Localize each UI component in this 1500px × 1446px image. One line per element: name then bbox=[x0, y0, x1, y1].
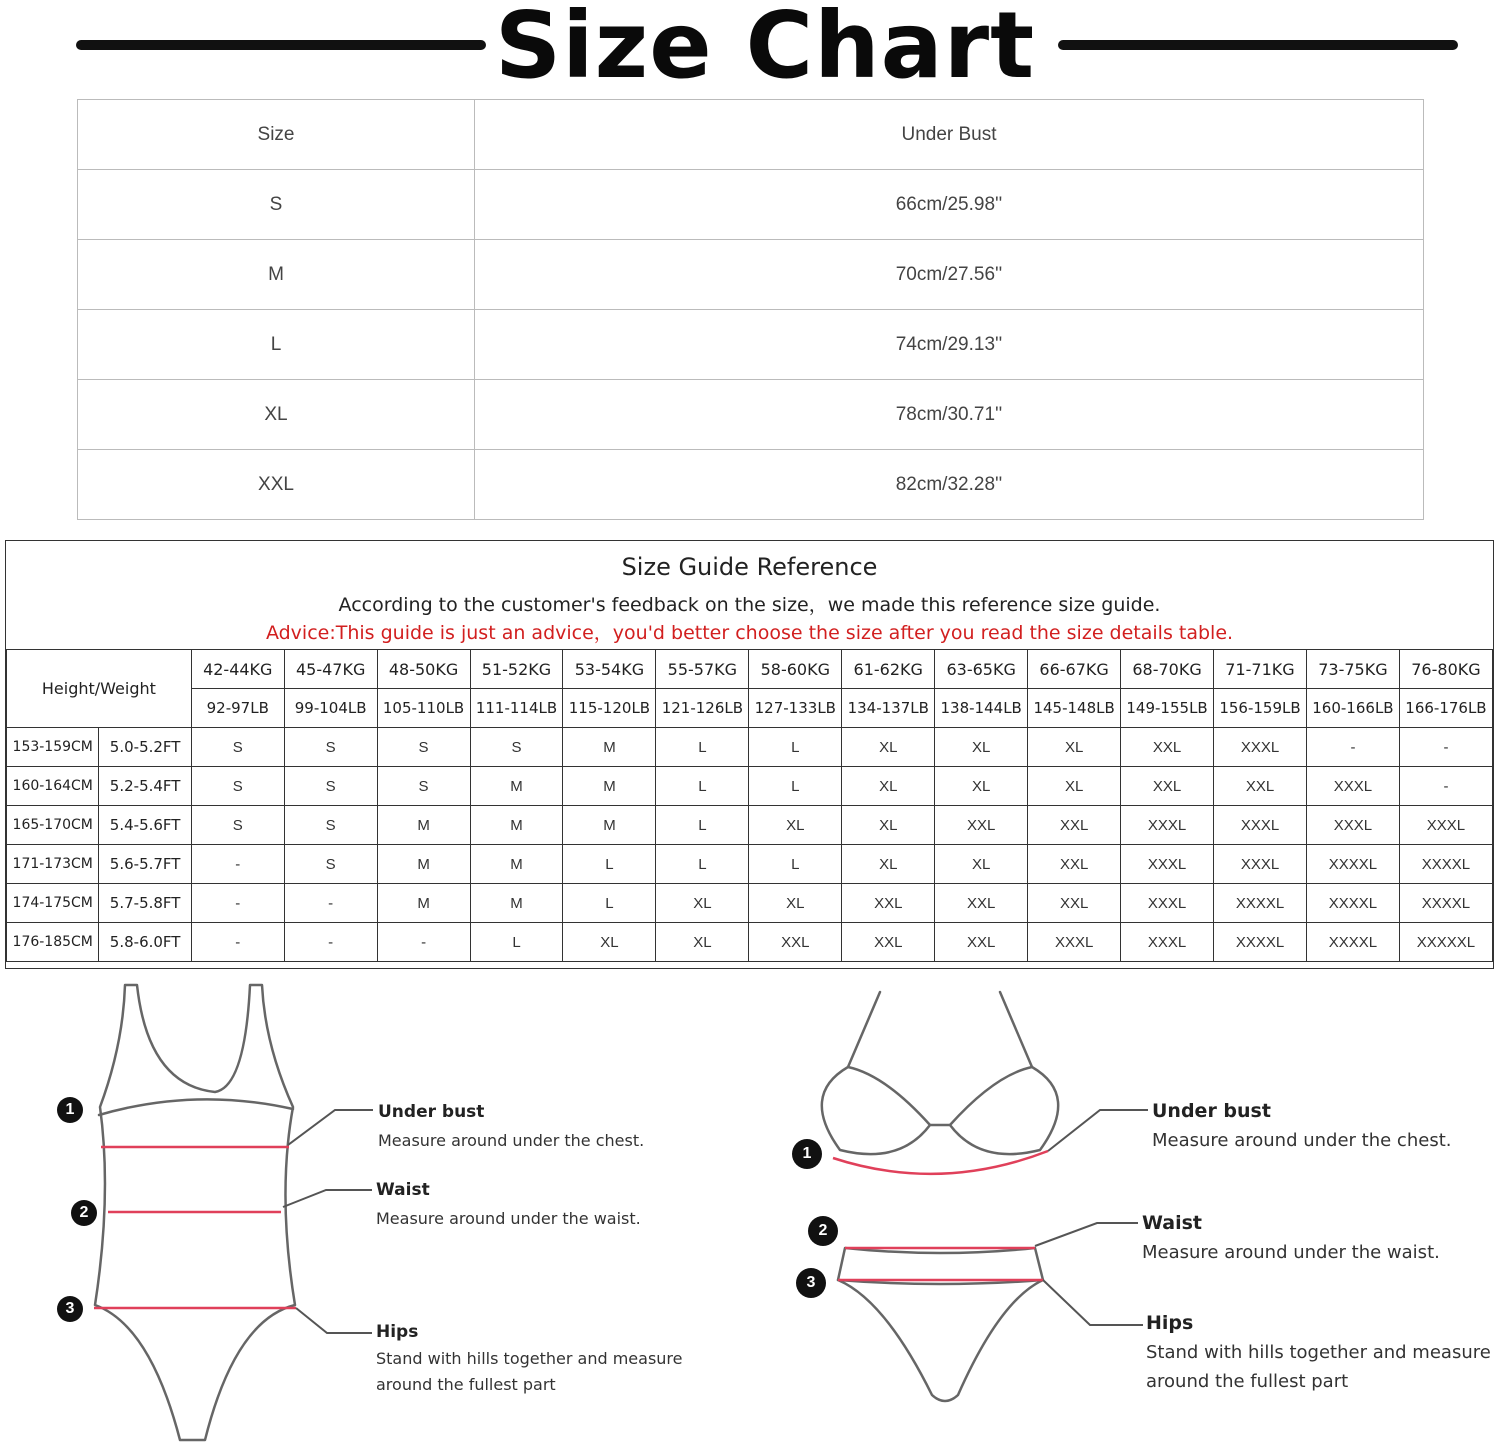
recommended-size-cell: S bbox=[377, 728, 470, 767]
hips-label bbox=[1146, 1312, 1491, 1396]
table-row bbox=[78, 310, 1424, 380]
recommended-size-cell: L bbox=[656, 845, 749, 884]
swimsuit-leader-lines bbox=[283, 1110, 373, 1333]
recommended-size-cell: M bbox=[377, 884, 470, 923]
recommended-size-cell: XXXXXL bbox=[1399, 923, 1492, 962]
recommended-size-cell: XXL bbox=[1121, 767, 1214, 806]
size-guide-header bbox=[6, 541, 1493, 650]
recommended-size-cell: XXL bbox=[1028, 845, 1121, 884]
bikini-figure bbox=[822, 992, 1058, 1401]
weight-lb-header: 160-166LB bbox=[1306, 689, 1399, 728]
recommended-size-cell: M bbox=[377, 845, 470, 884]
recommended-size-cell: L bbox=[656, 806, 749, 845]
recommended-size-cell: XL bbox=[935, 728, 1028, 767]
recommended-size-cell: M bbox=[470, 845, 563, 884]
recommended-size-cell: S bbox=[284, 806, 377, 845]
recommended-size-cell: XXXL bbox=[1214, 728, 1307, 767]
recommended-size-cell: XL bbox=[842, 806, 935, 845]
recommended-size-cell: M bbox=[470, 884, 563, 923]
recommended-size-cell: L bbox=[563, 884, 656, 923]
weight-lb-row bbox=[7, 689, 1493, 728]
badge-3-icon: 3 bbox=[57, 1296, 83, 1322]
under-bust-cell: 66cm/25.98'' bbox=[475, 170, 1424, 240]
height-cm-cell: 153-159CM bbox=[7, 728, 99, 767]
recommended-size-cell: M bbox=[563, 806, 656, 845]
table-row bbox=[78, 450, 1424, 520]
weight-lb-header: 127-133LB bbox=[749, 689, 842, 728]
weight-lb-header: 149-155LB bbox=[1121, 689, 1214, 728]
waist-title: Waist bbox=[1142, 1212, 1203, 1234]
recommended-size-cell: XXXL bbox=[1121, 806, 1214, 845]
hips-desc-2: around the fullest part bbox=[376, 1375, 556, 1394]
recommended-size-cell: XXXL bbox=[1306, 806, 1399, 845]
recommended-size-cell: XXXXL bbox=[1306, 845, 1399, 884]
size-cell: XXL bbox=[78, 450, 475, 520]
recommended-size-cell: XXXL bbox=[1399, 806, 1492, 845]
table-row bbox=[7, 845, 1493, 884]
badge-1-icon: 1 bbox=[792, 1139, 822, 1169]
recommended-size-cell: XL bbox=[935, 845, 1028, 884]
hips-title: Hips bbox=[376, 1322, 419, 1342]
height-cm-cell: 165-170CM bbox=[7, 806, 99, 845]
weight-kg-header: 63-65KG bbox=[935, 650, 1028, 689]
recommended-size-cell: XXL bbox=[1214, 767, 1307, 806]
size-guide-subtitle: According to the customer's feedback on the size，we made this reference size guide. bbox=[338, 594, 1161, 616]
recommended-size-cell: M bbox=[563, 767, 656, 806]
recommended-size-cell: XXXXL bbox=[1306, 884, 1399, 923]
weight-kg-header: 58-60KG bbox=[749, 650, 842, 689]
recommended-size-cell: XL bbox=[656, 923, 749, 962]
size-guide-table bbox=[6, 649, 1493, 962]
recommended-size-cell: XXL bbox=[749, 923, 842, 962]
recommended-size-cell: S bbox=[191, 806, 284, 845]
recommended-size-cell: - bbox=[191, 923, 284, 962]
weight-kg-header: 51-52KG bbox=[470, 650, 563, 689]
header-size: Size bbox=[78, 100, 475, 170]
hips-desc-1: Stand with hills together and measure bbox=[1146, 1342, 1491, 1363]
recommended-size-cell: XXL bbox=[1028, 806, 1121, 845]
recommended-size-cell: XL bbox=[842, 767, 935, 806]
recommended-size-cell: S bbox=[470, 728, 563, 767]
recommended-size-cell: XXL bbox=[1028, 884, 1121, 923]
recommended-size-cell: M bbox=[563, 728, 656, 767]
size-guide-title: Size Guide Reference bbox=[621, 553, 878, 581]
recommended-size-cell: XXXXL bbox=[1306, 923, 1399, 962]
table-row bbox=[78, 240, 1424, 310]
under-bust-desc: Measure around under the chest. bbox=[378, 1131, 645, 1150]
weight-kg-row bbox=[7, 650, 1493, 689]
recommended-size-cell: - bbox=[1399, 767, 1492, 806]
weight-kg-header: 45-47KG bbox=[284, 650, 377, 689]
corner-label: Height/Weight bbox=[7, 650, 192, 728]
under-bust-cell: 82cm/32.28'' bbox=[475, 450, 1424, 520]
recommended-size-cell: XXL bbox=[935, 806, 1028, 845]
waist-label bbox=[1142, 1212, 1440, 1266]
under-bust-title: Under bust bbox=[1152, 1100, 1271, 1122]
waist-title: Waist bbox=[376, 1180, 430, 1200]
recommended-size-cell: - bbox=[377, 923, 470, 962]
size-table-header bbox=[78, 100, 1424, 170]
bikini-measure-lines bbox=[833, 1151, 1048, 1280]
size-guide bbox=[5, 540, 1494, 969]
recommended-size-cell: XXL bbox=[935, 923, 1028, 962]
table-row bbox=[78, 170, 1424, 240]
recommended-size-cell: XL bbox=[656, 884, 749, 923]
recommended-size-cell: S bbox=[284, 728, 377, 767]
under-bust-desc: Measure around under the chest. bbox=[1152, 1130, 1452, 1151]
hips-title: Hips bbox=[1146, 1312, 1194, 1334]
height-ft-cell: 5.8-6.0FT bbox=[99, 923, 191, 962]
recommended-size-cell: XL bbox=[1028, 767, 1121, 806]
weight-lb-header: 115-120LB bbox=[563, 689, 656, 728]
size-cell: L bbox=[78, 310, 475, 380]
recommended-size-cell: S bbox=[191, 767, 284, 806]
recommended-size-cell: S bbox=[191, 728, 284, 767]
weight-lb-header: 121-126LB bbox=[656, 689, 749, 728]
weight-kg-header: 48-50KG bbox=[377, 650, 470, 689]
size-guide-advice: Advice:This guide is just an advice，you'd better choose the size after you read the size details table. bbox=[265, 622, 1234, 644]
title-rule-left bbox=[76, 40, 486, 50]
under-bust-cell: 74cm/29.13'' bbox=[475, 310, 1424, 380]
height-cm-cell: 176-185CM bbox=[7, 923, 99, 962]
weight-lb-header: 138-144LB bbox=[935, 689, 1028, 728]
height-ft-cell: 5.4-5.6FT bbox=[99, 806, 191, 845]
weight-kg-header: 55-57KG bbox=[656, 650, 749, 689]
recommended-size-cell: XL bbox=[842, 845, 935, 884]
recommended-size-cell: - bbox=[1306, 728, 1399, 767]
weight-kg-header: 66-67KG bbox=[1028, 650, 1121, 689]
recommended-size-cell: XXXXL bbox=[1399, 845, 1492, 884]
table-row bbox=[7, 806, 1493, 845]
hips-label bbox=[376, 1322, 683, 1398]
height-ft-cell: 5.6-5.7FT bbox=[99, 845, 191, 884]
page-title: Size Chart bbox=[494, 0, 1036, 99]
recommended-size-cell: S bbox=[284, 845, 377, 884]
weight-lb-header: 156-159LB bbox=[1214, 689, 1307, 728]
recommended-size-cell: XXXXL bbox=[1214, 923, 1307, 962]
recommended-size-cell: XXL bbox=[842, 923, 935, 962]
waist-desc: Measure around under the waist. bbox=[376, 1209, 641, 1228]
recommended-size-cell: XXL bbox=[842, 884, 935, 923]
recommended-size-cell: - bbox=[191, 845, 284, 884]
recommended-size-cell: XXXL bbox=[1121, 845, 1214, 884]
recommended-size-cell: - bbox=[191, 884, 284, 923]
weight-lb-header: 111-114LB bbox=[470, 689, 563, 728]
recommended-size-cell: XL bbox=[935, 767, 1028, 806]
recommended-size-cell: L bbox=[470, 923, 563, 962]
recommended-size-cell: XXXXL bbox=[1399, 884, 1492, 923]
size-table bbox=[77, 99, 1424, 520]
under-bust-cell: 78cm/30.71'' bbox=[475, 380, 1424, 450]
height-cm-cell: 174-175CM bbox=[7, 884, 99, 923]
waist-desc: Measure around under the waist. bbox=[1142, 1242, 1440, 1263]
size-cell: S bbox=[78, 170, 475, 240]
recommended-size-cell: L bbox=[749, 845, 842, 884]
recommended-size-cell: S bbox=[284, 767, 377, 806]
weight-lb-header: 92-97LB bbox=[191, 689, 284, 728]
weight-kg-header: 68-70KG bbox=[1121, 650, 1214, 689]
weight-lb-header: 105-110LB bbox=[377, 689, 470, 728]
weight-kg-header: 61-62KG bbox=[842, 650, 935, 689]
recommended-size-cell: L bbox=[749, 728, 842, 767]
recommended-size-cell: XXXL bbox=[1214, 806, 1307, 845]
badge-2-icon: 2 bbox=[808, 1216, 838, 1246]
recommended-size-cell: XXXL bbox=[1214, 845, 1307, 884]
height-ft-cell: 5.0-5.2FT bbox=[99, 728, 191, 767]
weight-kg-header: 42-44KG bbox=[191, 650, 284, 689]
height-ft-cell: 5.2-5.4FT bbox=[99, 767, 191, 806]
weight-lb-header: 99-104LB bbox=[284, 689, 377, 728]
table-row bbox=[7, 728, 1493, 767]
badge-3-icon: 3 bbox=[796, 1268, 826, 1298]
height-cm-cell: 171-173CM bbox=[7, 845, 99, 884]
recommended-size-cell: XXXL bbox=[1306, 767, 1399, 806]
recommended-size-cell: - bbox=[1399, 728, 1492, 767]
recommended-size-cell: XXXXL bbox=[1214, 884, 1307, 923]
recommended-size-cell: XXXL bbox=[1121, 884, 1214, 923]
weight-kg-header: 76-80KG bbox=[1399, 650, 1492, 689]
height-cm-cell: 160-164CM bbox=[7, 767, 99, 806]
swimsuit-measure-lines bbox=[94, 1147, 296, 1308]
table-row bbox=[7, 884, 1493, 923]
table-row bbox=[7, 767, 1493, 806]
badge-2-icon: 2 bbox=[71, 1200, 97, 1226]
weight-lb-header: 134-137LB bbox=[842, 689, 935, 728]
weight-kg-header: 53-54KG bbox=[563, 650, 656, 689]
bikini-leader-lines bbox=[1035, 1110, 1148, 1325]
recommended-size-cell: - bbox=[284, 884, 377, 923]
weight-kg-header: 71-71KG bbox=[1214, 650, 1307, 689]
under-bust-label bbox=[378, 1102, 644, 1154]
title-rule-right bbox=[1058, 40, 1458, 50]
weight-kg-header: 73-75KG bbox=[1306, 650, 1399, 689]
header-under-bust: Under Bust bbox=[475, 100, 1424, 170]
recommended-size-cell: L bbox=[749, 767, 842, 806]
weight-lb-header: 166-176LB bbox=[1399, 689, 1492, 728]
recommended-size-cell: XXXL bbox=[1121, 923, 1214, 962]
recommended-size-cell: XXL bbox=[935, 884, 1028, 923]
recommended-size-cell: XXXL bbox=[1028, 923, 1121, 962]
hips-desc-1: Stand with hills together and measure bbox=[376, 1349, 683, 1368]
height-ft-cell: 5.7-5.8FT bbox=[99, 884, 191, 923]
recommended-size-cell: XL bbox=[749, 884, 842, 923]
recommended-size-cell: XL bbox=[1028, 728, 1121, 767]
recommended-size-cell: L bbox=[656, 728, 749, 767]
hips-desc-2: around the fullest part bbox=[1146, 1371, 1349, 1392]
weight-lb-header: 145-148LB bbox=[1028, 689, 1121, 728]
recommended-size-cell: - bbox=[284, 923, 377, 962]
recommended-size-cell: XL bbox=[563, 923, 656, 962]
under-bust-title: Under bust bbox=[378, 1102, 485, 1122]
recommended-size-cell: XXL bbox=[1121, 728, 1214, 767]
recommended-size-cell: XL bbox=[842, 728, 935, 767]
recommended-size-cell: S bbox=[377, 767, 470, 806]
title-bar bbox=[0, 0, 1500, 99]
recommended-size-cell: L bbox=[563, 845, 656, 884]
size-cell: XL bbox=[78, 380, 475, 450]
table-row bbox=[7, 923, 1493, 962]
badge-1-icon: 1 bbox=[57, 1097, 83, 1123]
table-row bbox=[78, 380, 1424, 450]
under-bust-cell: 70cm/27.56'' bbox=[475, 240, 1424, 310]
recommended-size-cell: M bbox=[470, 806, 563, 845]
under-bust-label bbox=[1152, 1100, 1451, 1154]
recommended-size-cell: XL bbox=[749, 806, 842, 845]
recommended-size-cell: L bbox=[656, 767, 749, 806]
recommended-size-cell: M bbox=[470, 767, 563, 806]
waist-label bbox=[376, 1180, 641, 1232]
recommended-size-cell: M bbox=[377, 806, 470, 845]
size-cell: M bbox=[78, 240, 475, 310]
